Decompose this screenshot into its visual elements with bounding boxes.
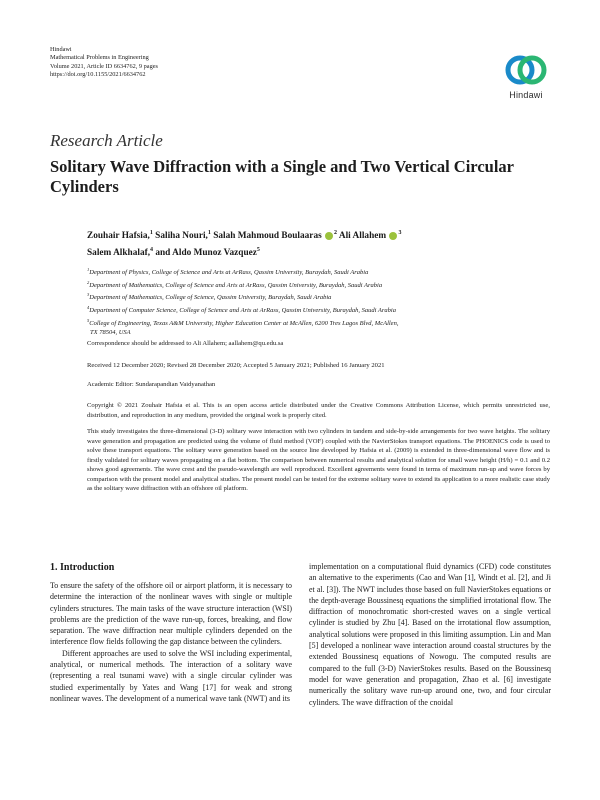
body-column-right	[309, 561, 551, 708]
author-sup: 2	[334, 230, 338, 236]
author-name: Saliha Nouri,	[152, 231, 208, 242]
section-heading: 1. Introduction	[50, 562, 115, 573]
body-column-left	[50, 580, 292, 704]
author-sup: 1	[207, 230, 211, 236]
author-name: Ali Allahem	[337, 231, 387, 242]
affiliation	[87, 303, 547, 316]
author-list	[87, 226, 537, 260]
copyright-notice: Copyright © 2021 Zouhair Hafsia et al. This is an open access article distributed under the Creative Commons Attribution License, which permits unrestricted use, distribution, and reproduction in any medium, provided the original work is properly cited.	[87, 402, 550, 419]
affiliation-num: 4	[87, 304, 90, 310]
logo-text: Hindawi	[509, 90, 543, 100]
doi-link[interactable]: https://doi.org/10.1155/2021/6634762	[50, 71, 146, 79]
author-sup: 4	[150, 247, 154, 254]
paragraph: implementation on a computational fluid dynamics (CFD) code constitutes an alternative to the experiments (Cao and Wan [1], Windt et al. [2], and Ji et al. [3]). The NWT includes those based on full NavierStokes equations or the depth-average Boussinesq equations the simplified irrotational flow. The diffraction of monochromatic short-crested waves on a single vertical cylinder is studied by Zhu [4]. Based on the irrotational flow assumption, analytical solutions were proposed in this limiting assumption. Lin and Man [5] developed a nonlinear wave interaction around coastal structures by the extended Boussinesq equations of Nowogu. The computed results are compared to the full (3-D) NavierStokes results. Based on the Boussinesq model for wave generation and propagation, Zhao et al. [6] investigate numerically the solitary wave run-up around one, two, and four circular cylinders. The wave diffraction of the cnoidal	[309, 562, 551, 707]
article-type: Research Article	[50, 131, 163, 150]
affiliation-num: 1	[87, 267, 90, 272]
author-sup: 3	[398, 230, 402, 236]
affiliation-continued: TX 78504, USA	[90, 329, 131, 337]
affiliation	[87, 278, 547, 291]
affiliation	[87, 316, 547, 329]
author-sup: 5	[256, 247, 260, 254]
paragraph: To ensure the safety of the offshore oil or airport platform, it is necessary to determine the interaction of the nonlinear waves with single or multiple cylinders structures. The main tasks of the wave structure interaction (WSI) problems are the prediction of the wave run-up, forces, breaking, and flow separation. The wave diffraction near multiple cylinders depended on the interference flow fields following the gap distance between the cylinders.	[50, 581, 292, 647]
article-title: Solitary Wave Diffraction with a Single and Two Vertical Circular Cylinders	[50, 157, 514, 196]
academic-editor: Academic Editor: Sundarapandian Vaidyanathan	[87, 381, 216, 388]
affiliation-num: 3	[87, 292, 90, 298]
affiliation-text: College of Engineering, Texas A&M University, Higher Education Center at McAllen, 6200 Tres Lagos Blvd, McAllen,	[89, 319, 399, 327]
journal-info	[50, 46, 158, 80]
author-name: Zouhair Hafsia,	[87, 231, 150, 242]
affiliation-num: 5	[87, 317, 90, 323]
affiliation-list	[87, 265, 547, 338]
correspondence: Correspondence should be addressed to Ali Allahem; aallahem@qu.edu.sa	[87, 340, 284, 347]
affiliation-text: Department of Computer Science, College of Science and Arts at ArRass, Qassim University, Buraydah, Saudi Arabia	[89, 307, 396, 315]
volume-line: Volume 2021, Article ID 6634762, 9 pages	[50, 62, 158, 70]
author-sup: 1	[149, 230, 153, 236]
journal-name: Mathematical Problems in Engineering	[50, 54, 149, 62]
publisher-name: Hindawi	[50, 46, 72, 53]
author-name: Salah Mahmoud Boulaaras	[210, 231, 322, 242]
affiliation-num: 2	[87, 279, 90, 285]
orcid-icon[interactable]	[325, 232, 333, 240]
paragraph: Different approaches are used to solve the WSI including experimental, analytical, or numerical methods. The interaction of a solitary wave (representing a real tsunami wave) with a single circular cylinder was studied experimentally by Yates and Wang [17] for weak and strong nonlinear waves. The development of a numerical wave tank (NWT) and its	[50, 648, 292, 703]
orcid-icon[interactable]	[389, 232, 397, 240]
affiliation-text: Department of Mathematics, College of Science and Arts at ArRass, Qassim University, Buraydah, Saudi Arabia	[89, 281, 383, 289]
affiliation-text: Department of Physics, College of Science and Arts at ArRass, Qassim University, Buraydah, Saudi Arabia	[89, 269, 369, 277]
publication-dates: Received 12 December 2020; Revised 28 December 2020; Accepted 5 January 2021; Published 16 January 2021	[87, 362, 385, 369]
affiliation-text: Department of Mathematics, College of Science, Qassim University, Buraydah, Saudi Arabia	[89, 294, 332, 302]
author-name: and Aldo Munoz Vazquez	[153, 248, 257, 259]
affiliation	[87, 290, 547, 303]
abstract: This study investigates the three-dimensional (3-D) solitary wave interaction with two cylinders in tandem and side-by-side arrangements for two wave heights. The solitary wave generation and propagation are predicted using the volume of fluid method (VOF) coupled with the NavierStokes transport equations. The PHOENICS code is used to solve these transport equations. The solitary wave generation based on the source line developed by Hafsia et al. (2009) is extended in three-dimensional wave flow and is firstly validated for solitary waves propagating on a flat bottom. The comparison between numerical results and analytical solution for small wave height (H/h) = 0.1 and 0.2 shows good agreements. The wave crest and the pseudo-wavelength are well reproduced. Excellent agreements were found in terms of maximum run-up and wave forces by comparison with the present model and analytical studies. The present model can be tested for the extreme solitary wave to extend its application to a more realistic case study as the solitary wave diffraction with an offshore oil platform.	[87, 428, 550, 492]
author-name: Salem Alkhalaf,	[87, 248, 151, 259]
affiliation	[87, 265, 547, 278]
